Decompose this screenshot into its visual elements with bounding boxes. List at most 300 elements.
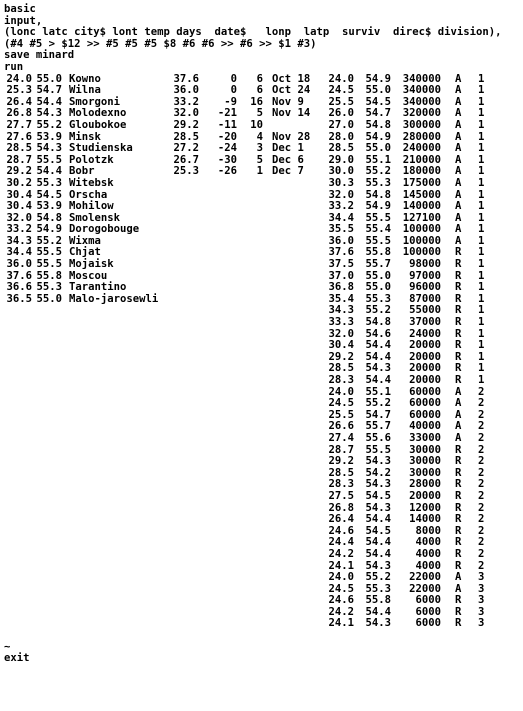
cell-lonc: 34.4 bbox=[6, 246, 32, 259]
data-row bbox=[4, 120, 523, 132]
cell-dir: R bbox=[455, 362, 462, 375]
cell-lonp: 24.4 bbox=[328, 536, 354, 549]
cell-latp: 55.3 bbox=[365, 176, 391, 189]
cell-surv: 20000 bbox=[409, 374, 441, 386]
data-row bbox=[4, 143, 523, 155]
data-row bbox=[4, 433, 523, 445]
cell-lonp: 24.5 bbox=[328, 397, 354, 410]
cell-div: 1 bbox=[478, 130, 485, 143]
cell-lonp: 36.0 bbox=[328, 234, 354, 247]
cell-div: 1 bbox=[478, 234, 485, 247]
cell-latp: 54.4 bbox=[365, 513, 391, 526]
cell-surv: 22000 bbox=[409, 571, 441, 584]
cell-div: 3 bbox=[478, 617, 485, 630]
cell-surv: 6000 bbox=[415, 617, 441, 630]
data-row bbox=[4, 572, 523, 584]
cell-div: 1 bbox=[478, 95, 485, 108]
cell-latc: 54.5 bbox=[36, 188, 62, 201]
cell-surv: 127100 bbox=[402, 211, 441, 224]
cell-days: 6 bbox=[256, 84, 263, 97]
cell-surv: 12000 bbox=[409, 501, 441, 514]
cell-lonp: 28.5 bbox=[328, 466, 354, 479]
cell-latp: 55.5 bbox=[365, 234, 391, 247]
cell-latc: 55.5 bbox=[36, 258, 62, 271]
cell-surv: 60000 bbox=[409, 408, 441, 421]
cell-lonp: 30.0 bbox=[328, 165, 354, 178]
cell-city: Dorogobouge bbox=[69, 223, 140, 236]
data-row bbox=[4, 85, 523, 97]
cell-lonp: 27.4 bbox=[328, 431, 354, 444]
cell-div: 2 bbox=[478, 431, 485, 444]
data-row bbox=[4, 526, 523, 538]
cell-date: Dec 1 bbox=[272, 142, 304, 155]
cell-latc: 54.3 bbox=[36, 107, 62, 120]
cell-lonp: 24.0 bbox=[328, 571, 354, 584]
cell-div: 1 bbox=[478, 165, 485, 178]
cell-dir: R bbox=[455, 304, 462, 317]
cell-surv: 4000 bbox=[415, 547, 441, 560]
cell-latp: 54.4 bbox=[365, 536, 391, 549]
cell-lonp: 24.1 bbox=[328, 559, 354, 572]
cell-surv: 37000 bbox=[409, 316, 441, 329]
cell-surv: 60000 bbox=[409, 397, 441, 410]
cell-div: 2 bbox=[478, 536, 485, 549]
cell-surv: 40000 bbox=[409, 420, 441, 433]
cell-surv: 24000 bbox=[409, 327, 441, 340]
cell-dir: R bbox=[455, 269, 462, 282]
cell-dir: A bbox=[455, 130, 462, 143]
cell-surv: 145000 bbox=[402, 188, 441, 201]
cell-lonc: 36.5 bbox=[6, 292, 32, 305]
cell-div: 1 bbox=[478, 246, 485, 259]
cell-surv: 240000 bbox=[402, 142, 441, 155]
cell-div: 1 bbox=[478, 292, 485, 305]
command-header bbox=[4, 4, 523, 74]
cell-latp: 55.8 bbox=[365, 246, 391, 259]
cell-surv: 33000 bbox=[409, 431, 441, 444]
cell-lonp: 28.7 bbox=[328, 443, 354, 456]
cell-lonp: 34.4 bbox=[328, 211, 354, 224]
cell-city: Polotzk bbox=[69, 153, 114, 166]
cell-date: Oct 18 bbox=[272, 72, 311, 85]
cell-div: 1 bbox=[478, 84, 485, 97]
data-row bbox=[4, 259, 523, 271]
cell-latp: 55.1 bbox=[365, 385, 391, 398]
cell-lonp: 29.2 bbox=[328, 350, 354, 363]
cell-lont: 37.6 bbox=[173, 72, 199, 85]
cell-latp: 55.6 bbox=[365, 431, 391, 444]
cell-lonp: 28.3 bbox=[328, 374, 354, 386]
cell-latp: 55.5 bbox=[365, 211, 391, 224]
data-row bbox=[4, 607, 523, 619]
data-row bbox=[4, 398, 523, 410]
cell-surv: 320000 bbox=[402, 107, 441, 120]
cell-div: 1 bbox=[478, 176, 485, 189]
cell-surv: 30000 bbox=[409, 455, 441, 468]
cell-city: Mojaisk bbox=[69, 258, 114, 271]
cell-div: 1 bbox=[478, 374, 485, 386]
cell-div: 1 bbox=[478, 72, 485, 85]
cell-dir: R bbox=[455, 501, 462, 514]
cell-lonp: 37.6 bbox=[328, 246, 354, 259]
data-row bbox=[4, 456, 523, 468]
cell-days: 10 bbox=[250, 118, 263, 131]
data-row bbox=[4, 201, 523, 213]
cell-surv: 4000 bbox=[415, 559, 441, 572]
command-line: ~ bbox=[4, 640, 11, 653]
cell-dir: R bbox=[455, 339, 462, 352]
cell-surv: 20000 bbox=[409, 362, 441, 375]
cell-lonp: 28.5 bbox=[328, 362, 354, 375]
cell-city: Bobr bbox=[69, 165, 95, 178]
cell-days: 5 bbox=[256, 153, 263, 166]
cell-lonp: 28.3 bbox=[328, 478, 354, 491]
data-row bbox=[4, 549, 523, 561]
cell-latp: 54.9 bbox=[365, 200, 391, 213]
cell-latp: 54.7 bbox=[365, 408, 391, 421]
cell-latp: 54.4 bbox=[365, 547, 391, 560]
cell-latp: 55.7 bbox=[365, 258, 391, 271]
cell-lonp: 24.1 bbox=[328, 617, 354, 630]
cell-div: 2 bbox=[478, 455, 485, 468]
cell-div: 1 bbox=[478, 142, 485, 155]
cell-dir: A bbox=[455, 223, 462, 236]
cell-date: Oct 24 bbox=[272, 84, 311, 97]
cell-lonp: 27.5 bbox=[328, 489, 354, 502]
cell-latp: 54.3 bbox=[365, 478, 391, 491]
cell-latp: 54.8 bbox=[365, 188, 391, 201]
cell-dir: A bbox=[455, 571, 462, 584]
cell-lonc: 27.7 bbox=[6, 118, 32, 131]
cell-surv: 280000 bbox=[402, 130, 441, 143]
cell-surv: 340000 bbox=[402, 72, 441, 85]
data-row bbox=[4, 178, 523, 190]
cell-latp: 55.5 bbox=[365, 443, 391, 456]
cell-city: Studienska bbox=[69, 142, 133, 155]
cell-lonp: 37.0 bbox=[328, 269, 354, 282]
data-row bbox=[4, 375, 523, 387]
cell-latp: 54.6 bbox=[365, 327, 391, 340]
cell-lonp: 33.3 bbox=[328, 316, 354, 329]
cell-dir: R bbox=[455, 605, 462, 618]
data-row bbox=[4, 595, 523, 607]
cell-surv: 175000 bbox=[402, 176, 441, 189]
cell-div: 1 bbox=[478, 223, 485, 236]
cell-latp: 55.3 bbox=[365, 292, 391, 305]
cell-dir: A bbox=[455, 408, 462, 421]
cell-surv: 28000 bbox=[409, 478, 441, 491]
cell-div: 3 bbox=[478, 605, 485, 618]
cell-city: Gloubokoe bbox=[69, 118, 127, 131]
cell-lonp: 25.5 bbox=[328, 408, 354, 421]
cell-div: 2 bbox=[478, 466, 485, 479]
data-row bbox=[4, 561, 523, 573]
cell-dir: A bbox=[455, 176, 462, 189]
cell-dir: R bbox=[455, 281, 462, 294]
cell-div: 1 bbox=[478, 269, 485, 282]
cell-latp: 54.9 bbox=[365, 130, 391, 143]
cell-latp: 54.8 bbox=[365, 118, 391, 131]
cell-lonp: 25.5 bbox=[328, 95, 354, 108]
cell-surv: 300000 bbox=[402, 118, 441, 131]
data-row bbox=[4, 340, 523, 352]
cell-div: 1 bbox=[478, 281, 485, 294]
cell-div: 1 bbox=[478, 200, 485, 213]
cell-lonc: 26.8 bbox=[6, 107, 32, 120]
cell-latp: 55.3 bbox=[365, 582, 391, 595]
cell-latp: 54.4 bbox=[365, 339, 391, 352]
cell-div: 3 bbox=[478, 571, 485, 584]
cell-div: 2 bbox=[478, 513, 485, 526]
cell-div: 2 bbox=[478, 559, 485, 572]
cell-div: 1 bbox=[478, 362, 485, 375]
cell-date: Dec 7 bbox=[272, 165, 304, 178]
cell-city: Molodexno bbox=[69, 107, 127, 120]
data-row bbox=[4, 514, 523, 526]
cell-div: 1 bbox=[478, 107, 485, 120]
cell-lonp: 24.0 bbox=[328, 72, 354, 85]
cell-div: 1 bbox=[478, 339, 485, 352]
cell-latp: 55.2 bbox=[365, 304, 391, 317]
cell-city: Orscha bbox=[69, 188, 108, 201]
cell-dir: A bbox=[455, 153, 462, 166]
cell-lonp: 26.8 bbox=[328, 501, 354, 514]
cell-dir: A bbox=[455, 234, 462, 247]
cell-dir: R bbox=[455, 316, 462, 329]
cell-lonc: 30.2 bbox=[6, 176, 32, 189]
cell-dir: A bbox=[455, 118, 462, 131]
cell-div: 1 bbox=[478, 153, 485, 166]
cell-lont: 28.5 bbox=[173, 130, 199, 143]
cell-surv: 96000 bbox=[409, 281, 441, 294]
cell-days: 4 bbox=[256, 130, 263, 143]
cell-dir: A bbox=[455, 582, 462, 595]
cell-lonc: 25.3 bbox=[6, 84, 32, 97]
data-row bbox=[4, 352, 523, 364]
cell-surv: 100000 bbox=[402, 223, 441, 236]
cell-lonp: 32.0 bbox=[328, 327, 354, 340]
cell-dir: A bbox=[455, 431, 462, 444]
cell-latc: 55.5 bbox=[36, 153, 62, 166]
command-line: save minard bbox=[4, 49, 75, 62]
cell-surv: 20000 bbox=[409, 350, 441, 363]
cell-dir: A bbox=[455, 200, 462, 213]
cell-dir: R bbox=[455, 559, 462, 572]
cell-latp: 54.5 bbox=[365, 95, 391, 108]
cell-city: Moscou bbox=[69, 269, 108, 282]
cell-surv: 210000 bbox=[402, 153, 441, 166]
cell-surv: 340000 bbox=[402, 84, 441, 97]
cell-latp: 54.3 bbox=[365, 455, 391, 468]
command-line: (#4 #5 > $12 >> #5 #5 #5 $8 #6 #6 >> #6 >> $1 #3) bbox=[4, 37, 317, 50]
cell-dir: R bbox=[455, 478, 462, 491]
cell-days: 1 bbox=[256, 165, 263, 178]
cell-latp: 54.5 bbox=[365, 489, 391, 502]
cell-lonp: 26.0 bbox=[328, 107, 354, 120]
blank-line bbox=[4, 630, 523, 642]
cell-lonc: 32.0 bbox=[6, 211, 32, 224]
cell-city: Chjat bbox=[69, 246, 101, 259]
cell-city: Smorgoni bbox=[69, 95, 121, 108]
cell-lonp: 24.5 bbox=[328, 582, 354, 595]
cell-lonc: 30.4 bbox=[6, 200, 32, 213]
cell-dir: A bbox=[455, 188, 462, 201]
cell-div: 1 bbox=[478, 188, 485, 201]
cell-surv: 87000 bbox=[409, 292, 441, 305]
cell-lonp: 28.0 bbox=[328, 130, 354, 143]
cell-lonp: 37.5 bbox=[328, 258, 354, 271]
cell-dir: A bbox=[455, 397, 462, 410]
cell-div: 2 bbox=[478, 524, 485, 537]
cell-latp: 55.2 bbox=[365, 165, 391, 178]
data-row bbox=[4, 491, 523, 503]
cell-surv: 20000 bbox=[409, 489, 441, 502]
cell-date: Dec 6 bbox=[272, 153, 304, 166]
cell-latp: 54.9 bbox=[365, 72, 391, 85]
cell-lont: 36.0 bbox=[173, 84, 199, 97]
cell-lonp: 34.3 bbox=[328, 304, 354, 317]
cell-lonc: 36.6 bbox=[6, 281, 32, 294]
cell-latc: 54.4 bbox=[36, 165, 62, 178]
data-row bbox=[4, 363, 523, 375]
cell-lonc: 26.4 bbox=[6, 95, 32, 108]
cell-latc: 55.3 bbox=[36, 176, 62, 189]
cell-dir: A bbox=[455, 165, 462, 178]
cell-latp: 55.0 bbox=[365, 84, 391, 97]
cell-surv: 22000 bbox=[409, 582, 441, 595]
cell-latp: 54.2 bbox=[365, 466, 391, 479]
cell-city: Minsk bbox=[69, 130, 101, 143]
cell-temp: 0 bbox=[230, 84, 237, 97]
data-row bbox=[4, 503, 523, 515]
cell-lonp: 29.0 bbox=[328, 153, 354, 166]
cell-date: Nov 9 bbox=[272, 95, 304, 108]
cell-div: 2 bbox=[478, 478, 485, 491]
cell-surv: 97000 bbox=[409, 269, 441, 282]
cell-dir: R bbox=[455, 443, 462, 456]
cell-lonp: 36.8 bbox=[328, 281, 354, 294]
cell-lonp: 30.3 bbox=[328, 176, 354, 189]
cell-date: Nov 28 bbox=[272, 130, 311, 143]
cell-div: 1 bbox=[478, 304, 485, 317]
cell-lonp: 24.6 bbox=[328, 524, 354, 537]
cell-div: 3 bbox=[478, 582, 485, 595]
cell-div: 2 bbox=[478, 547, 485, 560]
cell-lonp: 24.2 bbox=[328, 605, 354, 618]
cell-latp: 54.5 bbox=[365, 524, 391, 537]
cell-surv: 30000 bbox=[409, 466, 441, 479]
cell-lonp: 33.2 bbox=[328, 200, 354, 213]
cell-lont: 29.2 bbox=[173, 118, 199, 131]
cell-dir: R bbox=[455, 617, 462, 630]
cell-lonc: 34.3 bbox=[6, 234, 32, 247]
data-output bbox=[4, 74, 523, 631]
cell-latp: 54.3 bbox=[365, 501, 391, 514]
cell-latc: 53.9 bbox=[36, 130, 62, 143]
cell-temp: -11 bbox=[217, 118, 237, 131]
cell-lonp: 27.0 bbox=[328, 118, 354, 131]
cell-temp: 0 bbox=[230, 72, 237, 85]
cell-dir: A bbox=[455, 95, 462, 108]
cell-lonc: 36.0 bbox=[6, 258, 32, 271]
data-row bbox=[4, 479, 523, 491]
command-line: input, bbox=[4, 14, 43, 27]
cell-dir: A bbox=[455, 420, 462, 433]
cell-dir: A bbox=[455, 385, 462, 398]
cell-div: 3 bbox=[478, 594, 485, 607]
command-line: (lonc latc city$ lont temp days date$ lonp latp surviv direc$ division), bbox=[4, 26, 502, 39]
cell-dir: R bbox=[455, 246, 462, 259]
data-row bbox=[4, 445, 523, 457]
cell-dir: R bbox=[455, 350, 462, 363]
data-row bbox=[4, 387, 523, 399]
cell-latc: 55.0 bbox=[36, 292, 62, 305]
cell-latc: 55.2 bbox=[36, 118, 62, 131]
cell-temp: -30 bbox=[217, 153, 237, 166]
cell-dir: R bbox=[455, 513, 462, 526]
data-row bbox=[4, 329, 523, 341]
cell-dir: R bbox=[455, 594, 462, 607]
cell-days: 3 bbox=[256, 142, 263, 155]
cell-div: 1 bbox=[478, 118, 485, 131]
cell-dir: A bbox=[455, 142, 462, 155]
cell-latp: 55.1 bbox=[365, 153, 391, 166]
cell-surv: 6000 bbox=[415, 594, 441, 607]
cell-lonc: 37.6 bbox=[6, 269, 32, 282]
cell-dir: R bbox=[455, 489, 462, 502]
cell-latp: 55.7 bbox=[365, 420, 391, 433]
cell-surv: 30000 bbox=[409, 443, 441, 456]
cell-surv: 6000 bbox=[415, 605, 441, 618]
command-line: exit bbox=[4, 652, 30, 665]
data-row bbox=[4, 294, 523, 306]
cell-lonc: 24.0 bbox=[6, 72, 32, 85]
cell-lonp: 24.5 bbox=[328, 84, 354, 97]
cell-temp: -20 bbox=[217, 130, 237, 143]
cell-lonp: 28.5 bbox=[328, 142, 354, 155]
cell-temp: -21 bbox=[217, 107, 237, 120]
cell-dir: R bbox=[455, 524, 462, 537]
cell-div: 1 bbox=[478, 327, 485, 340]
cell-div: 2 bbox=[478, 489, 485, 502]
cell-latp: 54.8 bbox=[365, 316, 391, 329]
cell-surv: 100000 bbox=[402, 234, 441, 247]
cell-div: 1 bbox=[478, 316, 485, 329]
cell-latc: 55.8 bbox=[36, 269, 62, 282]
cell-latc: 53.9 bbox=[36, 200, 62, 213]
cell-dir: A bbox=[455, 107, 462, 120]
cell-lonp: 32.0 bbox=[328, 188, 354, 201]
cell-lonc: 30.4 bbox=[6, 188, 32, 201]
cell-dir: R bbox=[455, 455, 462, 468]
cell-latc: 55.2 bbox=[36, 234, 62, 247]
cell-lont: 27.2 bbox=[173, 142, 199, 155]
cell-latc: 54.9 bbox=[36, 223, 62, 236]
cell-latp: 55.0 bbox=[365, 269, 391, 282]
cell-latp: 55.4 bbox=[365, 223, 391, 236]
cell-lonc: 28.7 bbox=[6, 153, 32, 166]
cell-city: Tarantino bbox=[69, 281, 127, 294]
cell-dir: A bbox=[455, 211, 462, 224]
cell-lonp: 35.5 bbox=[328, 223, 354, 236]
cell-dir: R bbox=[455, 374, 462, 386]
cell-lont: 25.3 bbox=[173, 165, 199, 178]
cell-lont: 33.2 bbox=[173, 95, 199, 108]
cell-temp: -9 bbox=[224, 95, 237, 108]
cell-temp: -24 bbox=[217, 142, 237, 155]
cell-city: Mohilow bbox=[69, 200, 114, 213]
cell-city: Smolensk bbox=[69, 211, 121, 224]
